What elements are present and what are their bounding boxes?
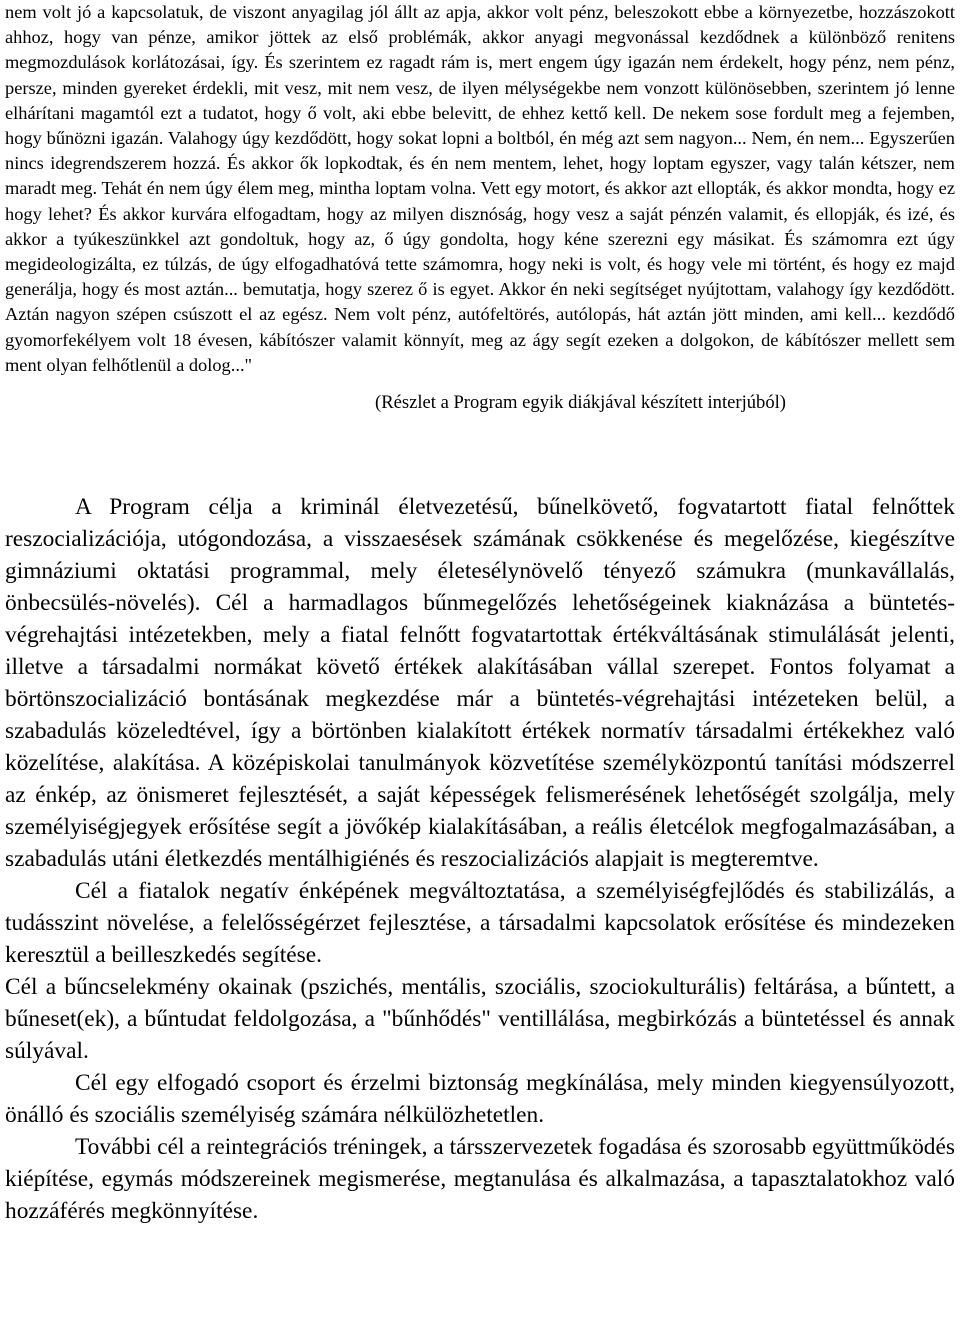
paragraph-self-image-goal: Cél a fiatalok negatív énképének megváltoztatása, a személyiségfejlődés és stabilizálás, a tudásszint növelése, a felelősségérzet fejlesztése, a társadalmi kapcsolatok erősítése és mindezeken keresztül a beilleszkedés segítése. bbox=[5, 878, 955, 969]
paragraph-crime-causes-goal: Cél a bűncselekmény okainak (pszichés, mentális, szociális, szociokulturális) feltárása, a bűntett, a bűneset(ek), a bűntudat feldolgozása, a "bűnhődés" ventillálása, megbirkózás a büntetéssel és annak súlyával. bbox=[5, 974, 955, 1065]
interview-quote: nem volt jó a kapcsolatuk, de viszont anyagilag jól állt az apja, akkor volt pénz, beleszokott ebbe a környezetbe, hozzászokott ahhoz, hogy van pénze, amikor jöttek az első problémák, akkor anyagi megvonással kezdődnek a különböző renitens megmozdulások korlátozásai, így. És szerintem ez ragadt rám is, mert engem úgy igazán nem érdekelt, hogy pénz, nem pénz, persze, minden gyereket érdekli, mit vesz, mit nem vesz, de ilyen mélységekbe nem vonzott különösebben, szerintem jó lenne elhárítani magamtól ezt a tudatot, hogy ő volt, aki ebbe belevitt, de ehhez kettő kell. De nekem sose fordult meg a fejemben, hogy bűnözni igazán. Valahogy úgy kezdődött, hogy sokat lopni a boltból, én még azt sem nagyon... Nem, én nem... Egyszerűen nincs idegrendszerem hozzá. És akkor ők lopkodtak, és én nem mentem, lehet, hogy loptam egyszer, vagy talán kétszer, nem maradt meg. Tehát én nem úgy élem meg, mintha loptam volna. Vett egy motort, és akkor azt ellopták, és akkor mondta, hogy ez hogy lehet? És akkor kurvára elfogadtam, hogy az milyen disznóság, hogy vesz a saját pénzén valamit, és ellopják, és izé, és akkor a tyúkeszünkkel azt gondoltuk, hogy az, ő úgy gondolta, hogy kéne szerezni egy másikat. És számomra ezt úgy megideologizálta, ez túlzás, de úgy elfogadhatóvá tette számomra, hogy neki is volt, és hogy vele mi történt, és hogy ez majd generálja, hogy és most aztán... bemutatja, hogy szerez ő is egyet. Akkor én neki segítséget nyújtottam, valahogy így kezdődött. Aztán nagyon szépen csúszott el az egész. Nem volt pénz, autófeltörés, autólopás, hát aztán jött minden, ami kell... kezdődő gyomorfekélyem volt 18 évesen, kábítószer valamit könnyít, meg az ágy segít ezeken a dolgokon, de kábítószer mellett sem ment olyan felhőtlenül a dolog..." bbox=[5, 2, 955, 375]
quote-caption: (Részlet a Program egyik diákjával készített interjúból) bbox=[375, 392, 786, 414]
document-page bbox=[5, 0, 955, 1227]
paragraph-program-goal: A Program célja a kriminál életvezetésű, bűnelkövető, fogvatartott fiatal felnőttek reszocializációja, utógondozása, a visszaesések számának csökkenése és megelőzése, kiegészítve gimnáziumi oktatási programmal, mely életesélynövelő tényező számukra (munkavállalás, önbecsülés-növelés). Cél a harmadlagos bűnmegelőzés lehetőségeinek kiaknázása a büntetés-végrehajtási intézetekben, mely a fiatal felnőtt fogvatartottak értékváltásának stimulálását jelenti, illetve a társadalmi normákat követő értékek alakításában vállal szerepet. Fontos folyamat a börtönszocializáció bontásának megkezdése már a büntetés-végrehajtási intézeteken belül, a szabadulás közeledtével, így a börtönben kialakított értékek normatív társadalmi értékekhez való közelítése, alakítása. A középiskolai tanulmányok közvetítése személyközpontú tanítási módszerrel az énkép, az önismeret fejlesztését, a saját képességek felismerésének lehetőségét szolgálja, mely személyiségjegyek erősítése segít a jövőkép kialakításában, a reális életcélok megfogalmazásában, a szabadulás utáni életkezdés mentálhigiénés és reszocializációs alapjait is megteremtve. bbox=[5, 494, 955, 873]
body-text bbox=[5, 491, 955, 1227]
paragraph-safe-group-goal: Cél egy elfogadó csoport és érzelmi biztonság megkínálása, mely minden kiegyensúlyozott, önálló és szociális személyiség számára nélkülözhetetlen. bbox=[5, 1070, 955, 1129]
paragraph-reintegration-goal: További cél a reintegrációs tréningek, a társszervezetek fogadása és szorosabb együttműködés kiépítése, egymás módszereinek megismerése, megtanulása és alkalmazása, a tapasztalatokhoz való hozzáférés megkönnyítése. bbox=[5, 1134, 955, 1225]
